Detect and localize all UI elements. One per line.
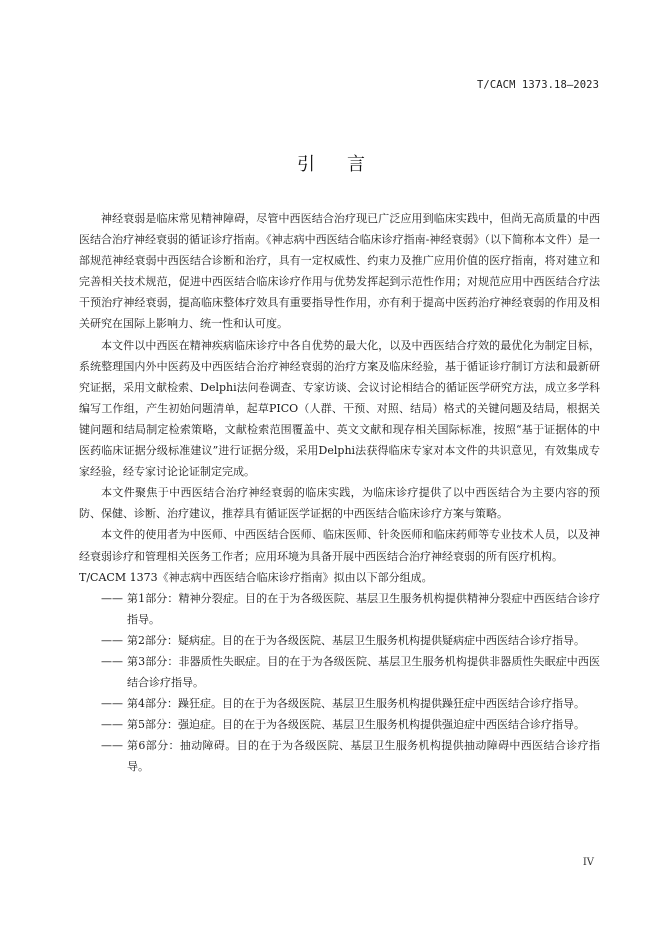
- series-intro: T/CACM 1373《神志病中西医结合临床诊疗指南》拟由以下部分组成。: [79, 570, 433, 584]
- list-dash: ——: [101, 697, 123, 711]
- list-dash: ——: [101, 739, 123, 753]
- page-number: IV: [582, 857, 594, 868]
- list-item: [79, 693, 600, 714]
- list-item-text: 第6部分：抽动障碍。目的在于为各级医院、基层卫生服务机构提供抽动障碍中西医结合诊疗指导。: [127, 739, 600, 774]
- list-item-text: 第5部分：强迫症。目的在于为各级医院、基层卫生服务机构提供强迫症中西医结合诊疗指导。: [127, 718, 585, 732]
- list-item-text: 第3部分：非器质性失眠症。目的在于为各级医院、基层卫生服务机构提供非器质性失眠症中西医结合诊疗指导。: [127, 654, 600, 690]
- list-dash: ——: [101, 633, 123, 647]
- document-code: T/CACM 1373.18—2023: [476, 79, 599, 91]
- page-title: 引言: [297, 154, 397, 175]
- document-body: [79, 208, 600, 778]
- list-item: [79, 735, 600, 777]
- paragraph: 神经衰弱是临床常见精神障碍，尽管中西医结合治疗现已广泛应用到临床实践中，但尚无高质量的中西医结合治疗神经衰弱的循证诊疗指南。《神志病中西医结合临床诊疗指南-神经衰弱》（以下简称本文件）是一部规范神经衰弱中西医结合诊断和治疗，具有一定权威性、约束力及推广应用价值的医疗指南，将对建立和完善相关技术规范，促进中西医结合临床诊疗作用与优势发挥起到示范性作用；对规范应用中西医结合疗法干预治疗神经衰弱，提高临床整体疗效具有重要指导性作用，亦有利于提高中医药治疗神经衰弱的作用及相关研究在国际上影响力、统一性和认可度。: [79, 212, 600, 331]
- list-item-text: 第1部分：精神分裂症。目的在于为各级医院、基层卫生服务机构提供精神分裂症中西医结合诊疗指导。: [127, 591, 600, 626]
- paragraph: 本文件聚焦于中西医结合治疗神经衰弱的临床实践，为临床诊疗提供了以中西医结合为主要内容的预防、保健、诊断、治疗建议，推荐具有循证医学证据的中西医结合临床诊疗方案与策略。: [79, 486, 600, 521]
- list-dash: ——: [101, 591, 123, 605]
- paragraph: 本文件以中西医在精神疾病临床诊疗中各自优势的最大化，以及中西医结合疗效的最优化为制定目标，系统整理国内外中医药及中西医结合治疗神经衰弱的治疗方案及临床经验，基于循证诊疗制订方法和最新研究证据，采用文献检索、Delphi法问卷调查、专家访谈、会议讨论相结合的循证医学研究方法，成立多学科编写工作组，产生初始问题清单，起草PICO（人群、干预、对照、结局）格式的关键问题及结局，根据关键问题和结局制定检索策略，文献检索范围覆盖中、英文文献和现存相关国际标准，按照“基于证据体的中医药临床证据分级标准建议”进行证据分级，采用Delphi法获得临床专家对本文件的共识意见，有效集成专家经验，经专家讨论论证制定完成。: [79, 338, 600, 479]
- list-dash: ——: [101, 654, 123, 668]
- list-item: [79, 630, 600, 651]
- list-item: [79, 714, 600, 735]
- paragraph: 本文件的使用者为中医师、中西医结合医师、临床医师、针灸医师和临床药师等专业技术人员，以及神经衰弱诊疗和管理相关医务工作者；应用环境为具备开展中西医结合治疗神经衰弱的所有医疗机构。: [79, 528, 600, 563]
- list-item-text: 第2部分：疑病症。目的在于为各级医院、基层卫生服务机构提供疑病症中西医结合诊疗指导。: [127, 633, 585, 647]
- list-item: [79, 588, 600, 630]
- list-item: [79, 651, 600, 693]
- list-item-text: 第4部分：躁狂症。目的在于为各级医院、基层卫生服务机构提供躁狂症中西医结合诊疗指导。: [127, 697, 585, 711]
- list-dash: ——: [101, 718, 123, 732]
